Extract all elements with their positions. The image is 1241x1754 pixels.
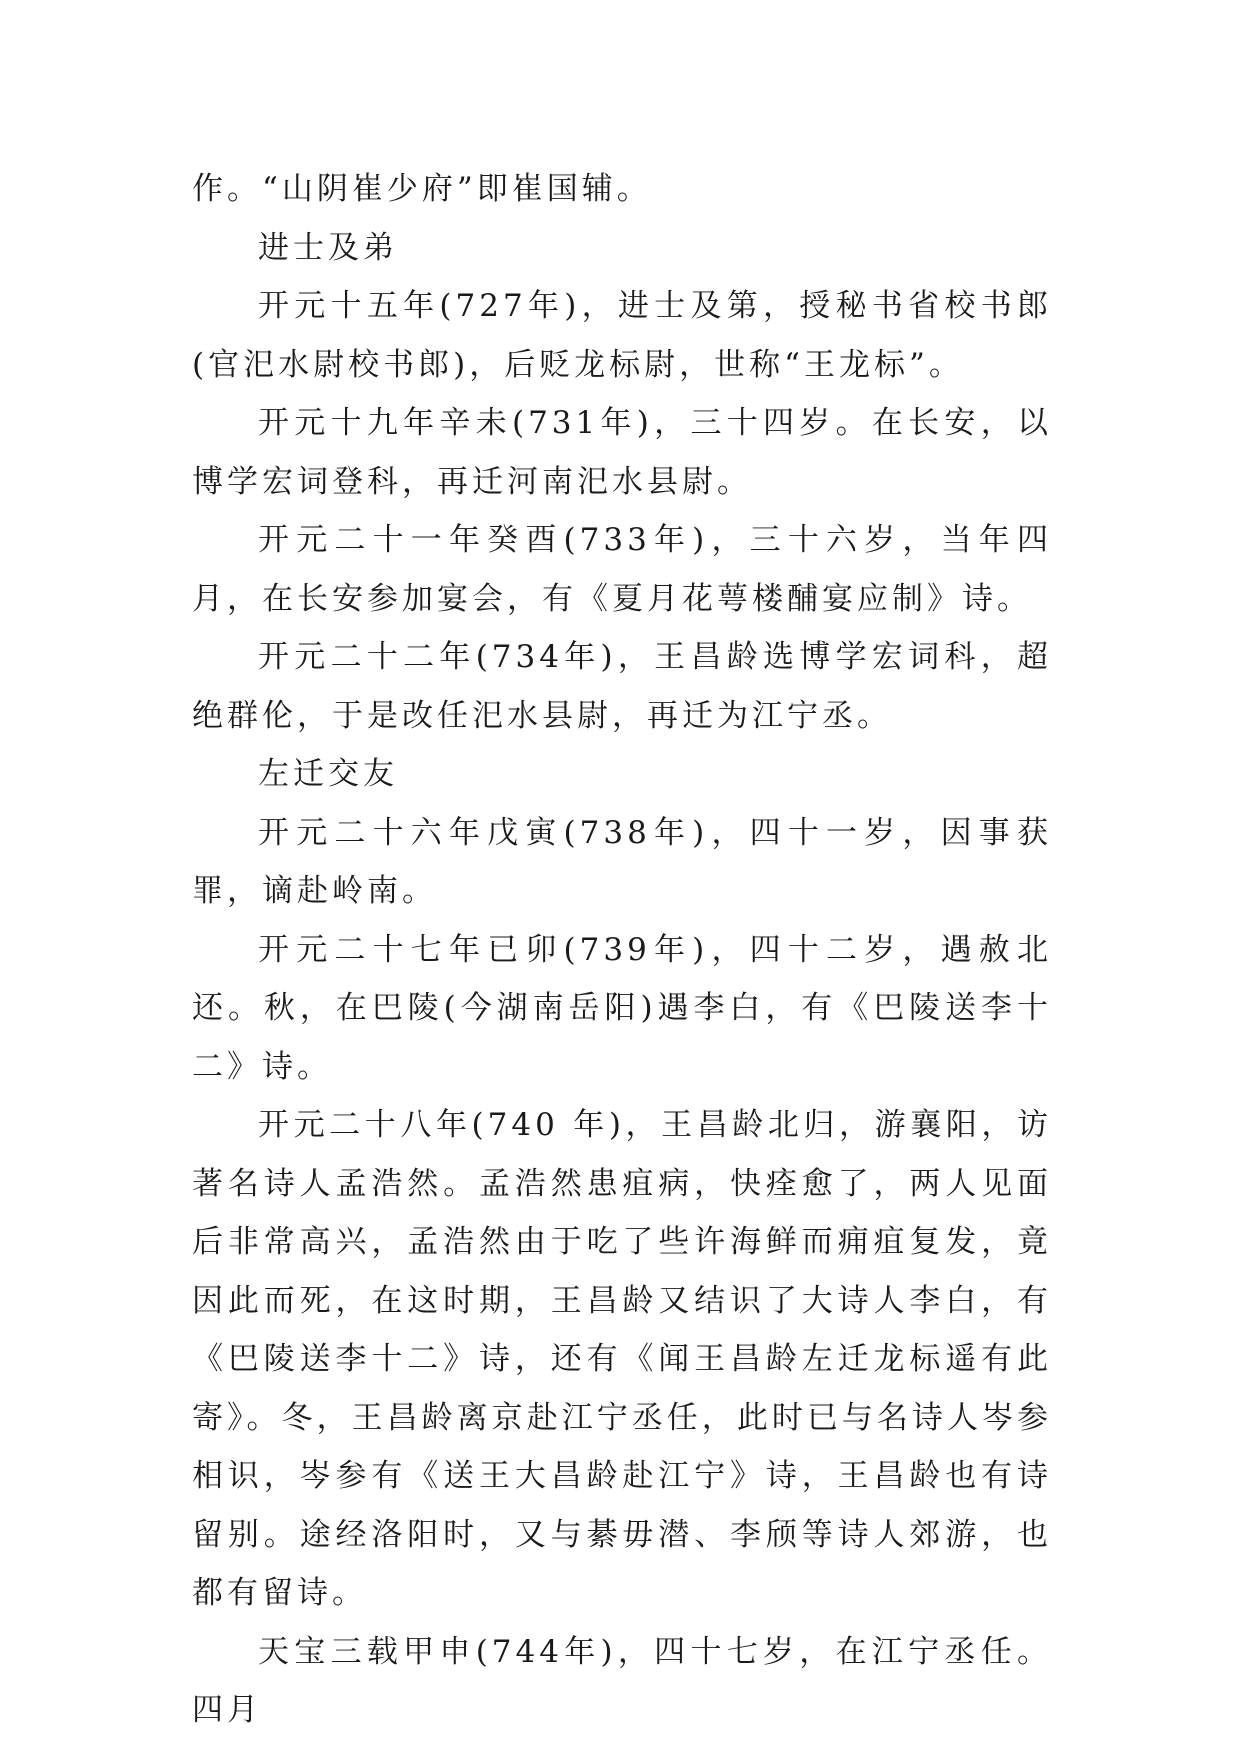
- paragraph-739: 开元二十七年已卯(739年)，四十二岁，遇赦北还。秋，在巴陵(今湖南岳阳)遇李白，有《巴陵送李十二》诗。: [192, 931, 1052, 1085]
- section-heading-zuoqian: 左迁交友: [258, 756, 398, 792]
- paragraph-731: 开元十九年辛未(731年)，三十四岁。在长安，以博学宏词登科，再迁河南汜水县尉。: [192, 405, 1052, 500]
- paragraph-734: 开元二十二年(734年)，王昌龄选博学宏词科，超绝群伦，于是改任汜水县尉，再迁为江宁丞。: [192, 639, 1052, 734]
- paragraph-740: 开元二十八年(740 年)，王昌龄北归，游襄阳，访著名诗人孟浩然。孟浩然患疽病，快痊愈了，两人见面后非常高兴，孟浩然由于吃了些许海鲜而痈疽复发，竟因此而死，在这时期，王昌龄又结识了大诗人李白，有《巴陵送李十二》诗，还有《闻王昌龄左迁龙标遥有此寄》。冬，王昌龄离京赴江宁丞任，此时已与名诗人岑参相识，岑参有《送王大昌龄赴江宁》诗，王昌龄也有诗留别。途经洛阳时，又与綦毋潜、李颀等诗人郊游，也都有留诗。: [192, 1107, 1052, 1611]
- paragraph-continuation: 作。“山阴崔少府”即崔国辅。: [192, 171, 652, 207]
- paragraph-744: 天宝三载甲申(744年)，四十七岁，在江宁丞任。四月: [192, 1633, 1052, 1728]
- paragraph-733: 开元二十一年癸酉(733年)，三十六岁，当年四月，在长安参加宴会，有《夏月花萼楼酺宴应制》诗。: [192, 522, 1052, 617]
- section-heading-jinshi: 进士及弟: [258, 229, 398, 266]
- paragraph-727: 开元十五年(727年)，进士及第，授秘书省校书郎(官汜水尉校书郎)，后贬龙标尉，世称“王龙标”。: [192, 288, 1052, 383]
- paragraph-738: 开元二十六年戊寅(738年)，四十一岁，因事获罪，谪赴岭南。: [192, 814, 1052, 909]
- document-body: [192, 160, 1052, 1740]
